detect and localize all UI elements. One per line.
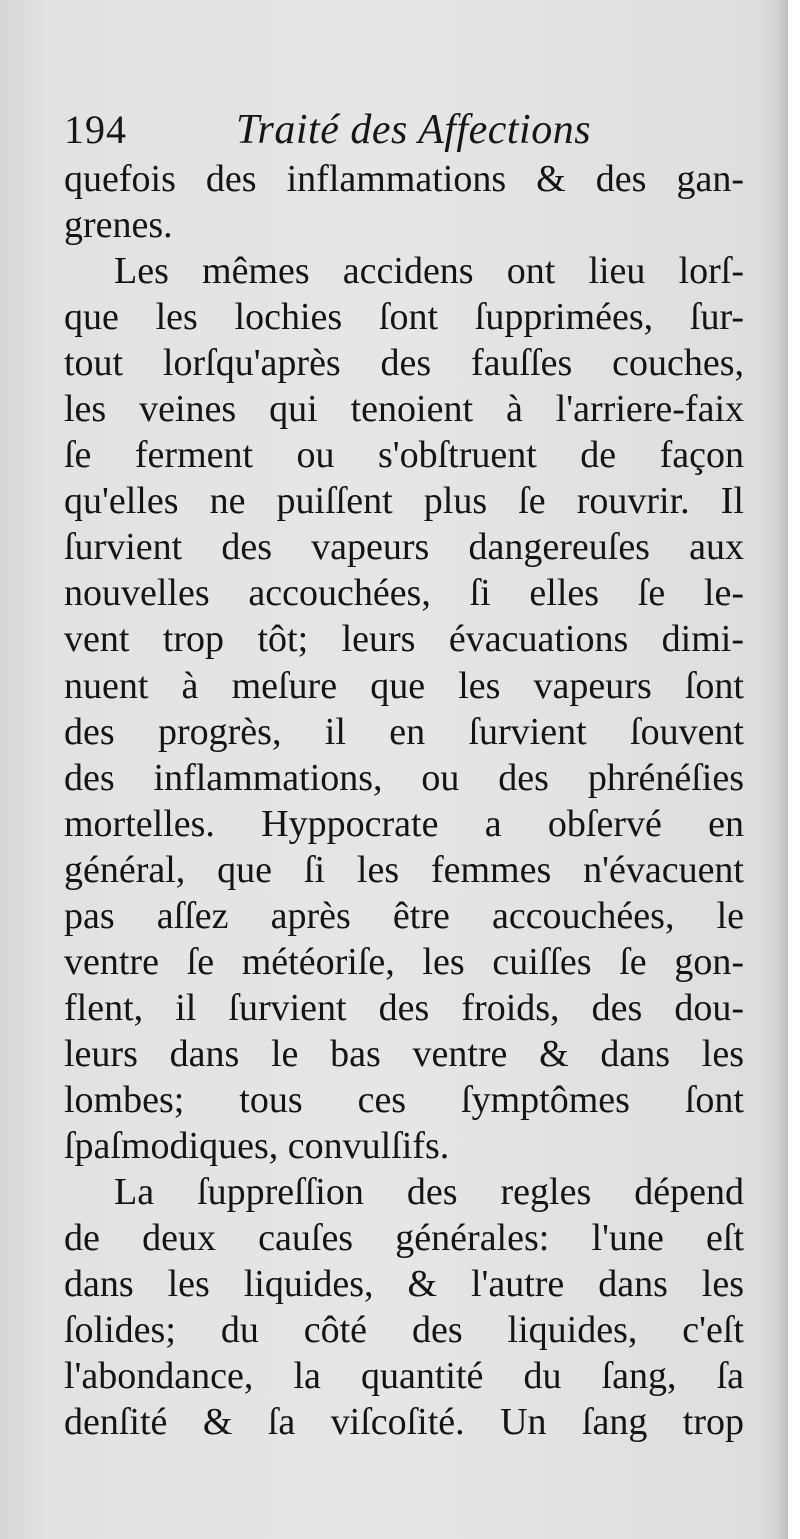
text-line: général, que ſi les femmes n'évacuent xyxy=(64,848,744,891)
text-line: pas aſſez après être accouchées, le xyxy=(64,894,744,937)
running-head xyxy=(64,104,764,156)
text-line: ſpaſmodiques, convulſifs. xyxy=(64,1124,450,1167)
text-line: ſe ferment ou s'obſtruent de façon xyxy=(64,434,744,477)
text-line: les veines qui tenoient à l'arriere-faix xyxy=(64,388,744,431)
text-line: ſolides; du côté des liquides, c'eſt xyxy=(64,1309,744,1352)
text-line: lombes; tous ces ſymptômes ſont xyxy=(64,1078,744,1121)
text-line: quefois des inflammations & des gan- xyxy=(64,158,744,200)
paragraph-first-line: Les mêmes accidens ont lieu lorſ- xyxy=(114,250,744,293)
text-line: denſité & ſa viſcoſité. Un ſang trop xyxy=(64,1401,744,1444)
text-line: tout lorſqu'après des fauſſes couches, xyxy=(64,342,744,385)
text-line: que les lochies ſont ſupprimées, ſur- xyxy=(64,296,744,339)
text-line: nuent à meſure que les vapeurs ſont xyxy=(64,664,744,707)
text-line: nouvelles accouchées, ſi elles ſe le- xyxy=(64,572,744,615)
text-line: grenes. xyxy=(64,204,173,247)
running-title: Traité des Affections xyxy=(236,107,592,153)
text-line: ventre ſe météoriſe, les cuiſſes ſe gon- xyxy=(64,940,744,983)
text-line: des progrès, il en ſurvient ſouvent xyxy=(64,710,744,753)
text-line: l'abondance, la quantité du ſang, ſa xyxy=(64,1355,744,1398)
text-line: flent, il ſurvient des froids, des dou- xyxy=(64,986,744,1029)
text-line: ſurvient des vapeurs dangereuſes aux xyxy=(64,526,744,569)
paragraph-first-line: La ſuppreſſion des regles dépend xyxy=(114,1171,744,1214)
text-line: vent trop tôt; leurs évacuations dimi- xyxy=(64,618,744,661)
body-text xyxy=(64,156,744,1445)
text-line: dans les liquides, & l'autre dans les xyxy=(64,1263,744,1306)
text-line: mortelles. Hyppocrate a obſervé en xyxy=(64,802,744,845)
text-line: qu'elles ne puiſſent plus ſe rouvrir. Il xyxy=(64,480,744,523)
text-line: de deux cauſes générales: l'une eſt xyxy=(64,1217,744,1260)
page-number: 194 xyxy=(64,107,127,152)
text-line: des inflammations, ou des phrénéſies xyxy=(64,756,744,799)
text-line: leurs dans le bas ventre & dans les xyxy=(64,1032,744,1075)
